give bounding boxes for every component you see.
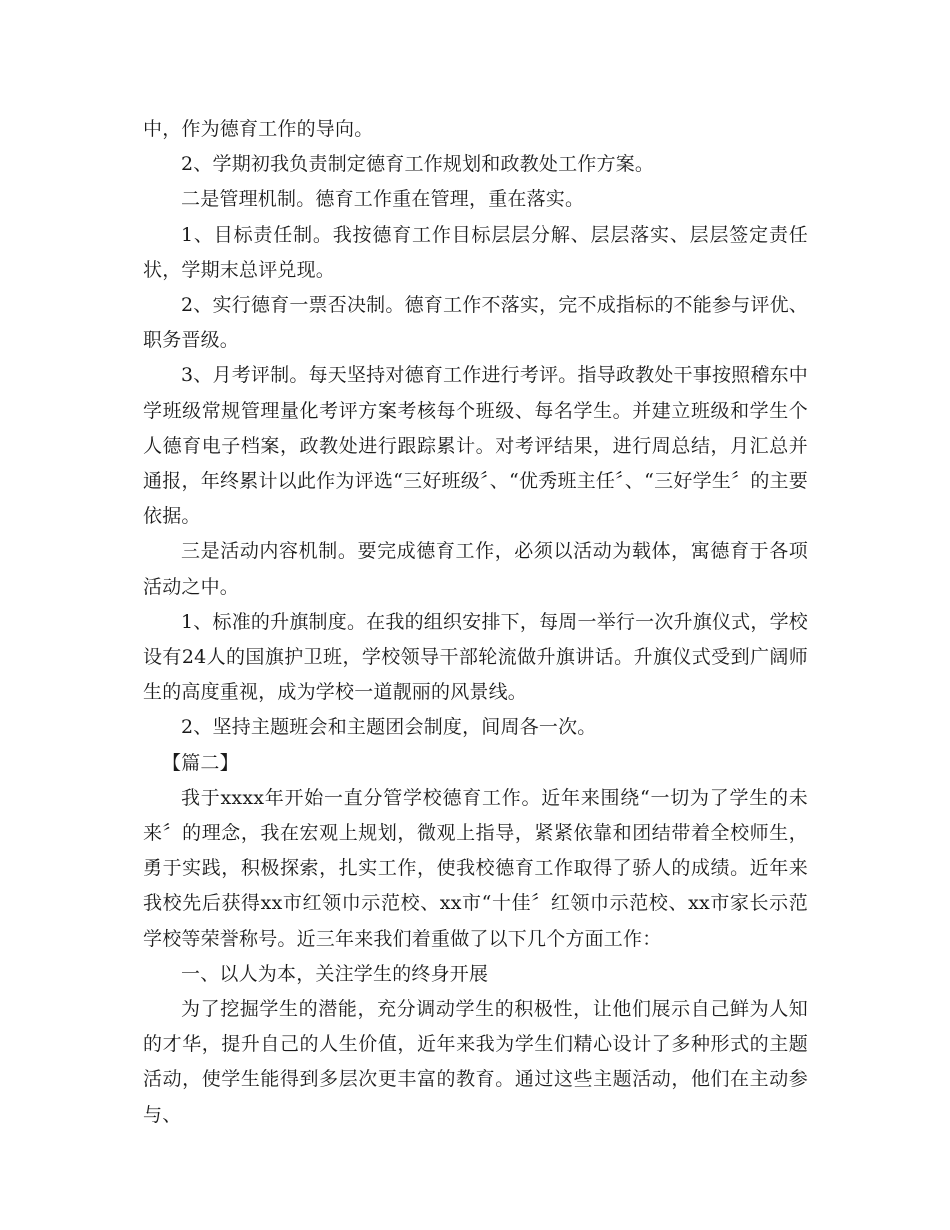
- paragraph-potential: 为了挖掘学生的潜能，充分调动学生的积极性，让他们展示自己鲜为人知的才华，提升自己的人生价值，近年来我为学生们精心设计了多种形式的主题活动，使学生能得到多层次更丰富的教育。通过这些主题活动，他们在主动参与、: [143, 998, 808, 1126]
- paragraph-introduction: 我于xxxx年开始一直分管学校德育工作。近年来围绕“一切为了学生的未来〞的理念，我在宏观上规划，微观上指导，紧紧依靠和团结带着全校师生，勇于实践，积极探索，扎实工作，使我校德育工作取得了骄人的成绩。近年来我校先后获得xx市红领巾示范校、xx市“十佳〞红领巾示范校、xx市家长示范学校等荣誉称号。近三年来我们着重做了以下几个方面工作：: [143, 786, 808, 950]
- paragraph-management-mechanism: 二是管理机制。德育工作重在管理，重在落实。: [181, 188, 585, 211]
- section-heading: 【篇二】: [162, 751, 239, 774]
- paragraph-activity-mechanism: 三是活动内容机制。要完成德育工作，必须以活动为载体，寓德育于各项活动之中。: [143, 540, 808, 598]
- paragraph-item-2-plan: 2、学期初我负责制定德育工作规划和政教处工作方案。: [181, 153, 655, 176]
- paragraph-class-meetings: 2、坚持主题班会和主题团会制度，间周各一次。: [181, 716, 597, 739]
- paragraph-flag-raising: 1、标准的升旗制度。在我的组织安排下，每周一举行一次升旗仪式，学校设有24人的国旗护卫班，学校领导干部轮流做升旗讲话。升旗仪式受到广阔师生的高度重视，成为学校一道靓丽的风景线。: [143, 610, 808, 704]
- paragraph-monthly-evaluation: 3、月考评制。每天坚持对德育工作进行考评。指导政教处干事按照稽东中学班级常规管理量化考评方案考核每个班级、每名学生。并建立班级和学生个人德育电子档案，政教处进行跟踪累计。对考评结果，进行周总结，月汇总并通报，年终累计以此作为评选“三好班级〞、“优秀班主任〞、“三好学生〞的主要依据。: [143, 364, 808, 528]
- paragraph-people-oriented: 一、以人为本，关注学生的终身开展: [181, 962, 489, 985]
- paragraph-continuation: 中，作为德育工作的导向。: [143, 118, 374, 140]
- paragraph-target-responsibility: 1、目标责任制。我按德育工作目标层层分解、层层落实、层层签定责任状，学期末总评兑现。: [143, 223, 808, 281]
- paragraph-veto-system: 2、实行德育一票否决制。德育工作不落实，完不成指标的不能参与评优、职务晋级。: [143, 294, 808, 352]
- document-body: [143, 112, 808, 1133]
